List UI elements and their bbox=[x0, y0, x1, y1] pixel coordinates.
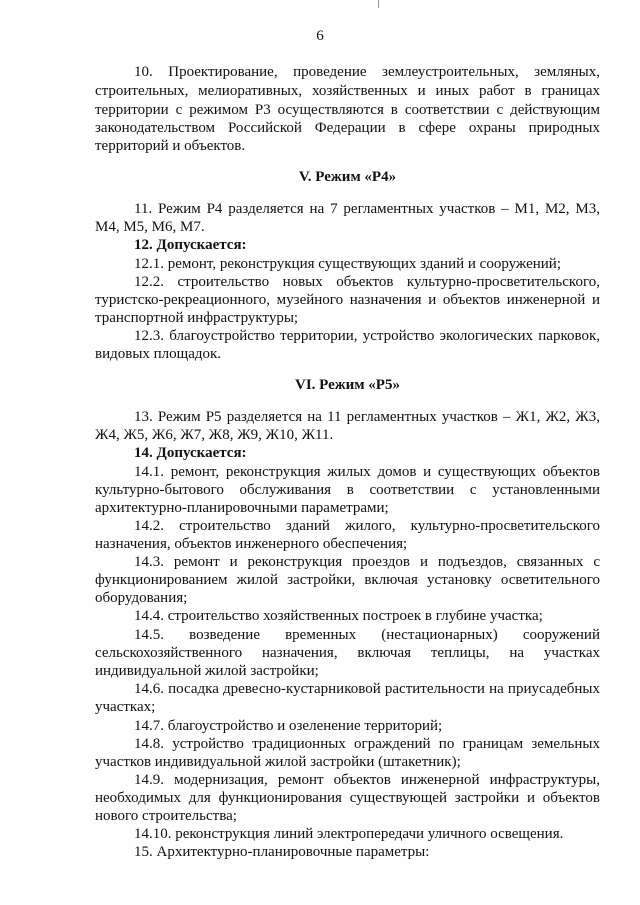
paragraph-line: архитектурно-планировочными параметрами; bbox=[95, 500, 389, 516]
paragraph-line: назначения, объектов инженерного обеспечения; bbox=[95, 536, 408, 552]
paragraph-line: видовых площадок. bbox=[95, 346, 222, 362]
paragraph-line: индивидуальной жилой застройки; bbox=[95, 663, 319, 679]
list-item: 14.10. реконструкция линий электропередачи уличного освещения. bbox=[134, 826, 564, 842]
list-item: 14.3. ремонт и реконструкция проездов и подъездов, связанных с bbox=[134, 554, 600, 570]
list-item: 14.6. посадка древесно-кустарниковой растительности на приусадебных bbox=[134, 681, 600, 697]
list-item: 14.9. модернизация, ремонт объектов инженерной инфраструктуры, bbox=[134, 772, 600, 788]
list-item: 14.4. строительство хозяйственных построек в глубине участка; bbox=[134, 608, 543, 624]
paragraph-line: Ж4, Ж5, Ж6, Ж7, Ж8, Ж9, Ж10, Ж11. bbox=[95, 427, 334, 443]
paragraph-line: оборудования; bbox=[95, 590, 188, 606]
page-number: 6 bbox=[316, 28, 324, 44]
list-item: 14.1. ремонт, реконструкция жилых домов и существующих объектов bbox=[134, 464, 600, 480]
paragraph-line: участках; bbox=[95, 699, 156, 715]
paragraph-line: законодательством Российской Федерации в сфере охраны природных bbox=[95, 120, 600, 136]
paragraph-line: 11. Режим Р4 разделяется на 7 регламентных участков – М1, М2, М3, bbox=[134, 201, 600, 217]
section-heading: VI. Режим «Р5» bbox=[295, 377, 400, 393]
paragraph-line: сельскохозяйственного назначения, включая теплицы, на участках bbox=[95, 645, 600, 661]
paragraph-line: культурно-бытового обслуживания в соответствии с установленными bbox=[95, 482, 600, 498]
paragraph-line: функционированием жилой застройки, включая установку осветительного bbox=[95, 572, 600, 588]
list-item: 15. Архитектурно-планировочные параметры: bbox=[134, 844, 430, 860]
paragraph-line: М4, М5, М6, М7. bbox=[95, 219, 205, 235]
list-item: 14.8. устройство традиционных ограждений по границам земельных bbox=[134, 736, 600, 752]
paragraph-line: территории с режимом Р3 осуществляются в соответствии с действующим bbox=[95, 102, 600, 118]
paragraph-line: участков индивидуальной жилой застройки (штакетник); bbox=[95, 754, 461, 770]
scan-mark bbox=[378, 0, 379, 8]
paragraph-line: необходимых для функционирования существующей застройки и объектов bbox=[95, 790, 600, 806]
list-item: 14.7. благоустройство и озеленение территорий; bbox=[134, 718, 443, 734]
list-item: 12.2. строительство новых объектов культурно-просветительского, bbox=[134, 274, 600, 290]
paragraph-line: 13. Режим Р5 разделяется на 11 регламентных участков – Ж1, Ж2, Ж3, bbox=[134, 409, 600, 425]
paragraph-line: нового строительства; bbox=[95, 808, 237, 824]
subheading: 14. Допускается: bbox=[134, 445, 247, 461]
list-item: 12.1. ремонт, реконструкция существующих зданий и сооружений; bbox=[134, 256, 562, 272]
list-item: 14.2. строительство зданий жилого, культурно-просветительского bbox=[134, 518, 600, 534]
section-heading: V. Режим «Р4» bbox=[298, 169, 397, 185]
paragraph-line: транспортной инфраструктуры; bbox=[95, 310, 299, 326]
paragraph-line: туристско-рекреационного, музейного назначения и объектов инженерной и bbox=[95, 292, 600, 308]
list-item: 12.3. благоустройство территории, устройство экологических парковок, bbox=[134, 328, 600, 344]
subheading: 12. Допускается: bbox=[134, 237, 247, 253]
paragraph-line: 10. Проектирование, проведение землеустроительных, земляных, bbox=[134, 64, 600, 80]
paragraph-line: строительных, мелиоративных, хозяйственных и иных работ в границах bbox=[95, 83, 600, 99]
paragraph-line: территорий и объектов. bbox=[95, 138, 246, 154]
list-item: 14.5. возведение временных (нестационарных) сооружений bbox=[134, 627, 600, 643]
